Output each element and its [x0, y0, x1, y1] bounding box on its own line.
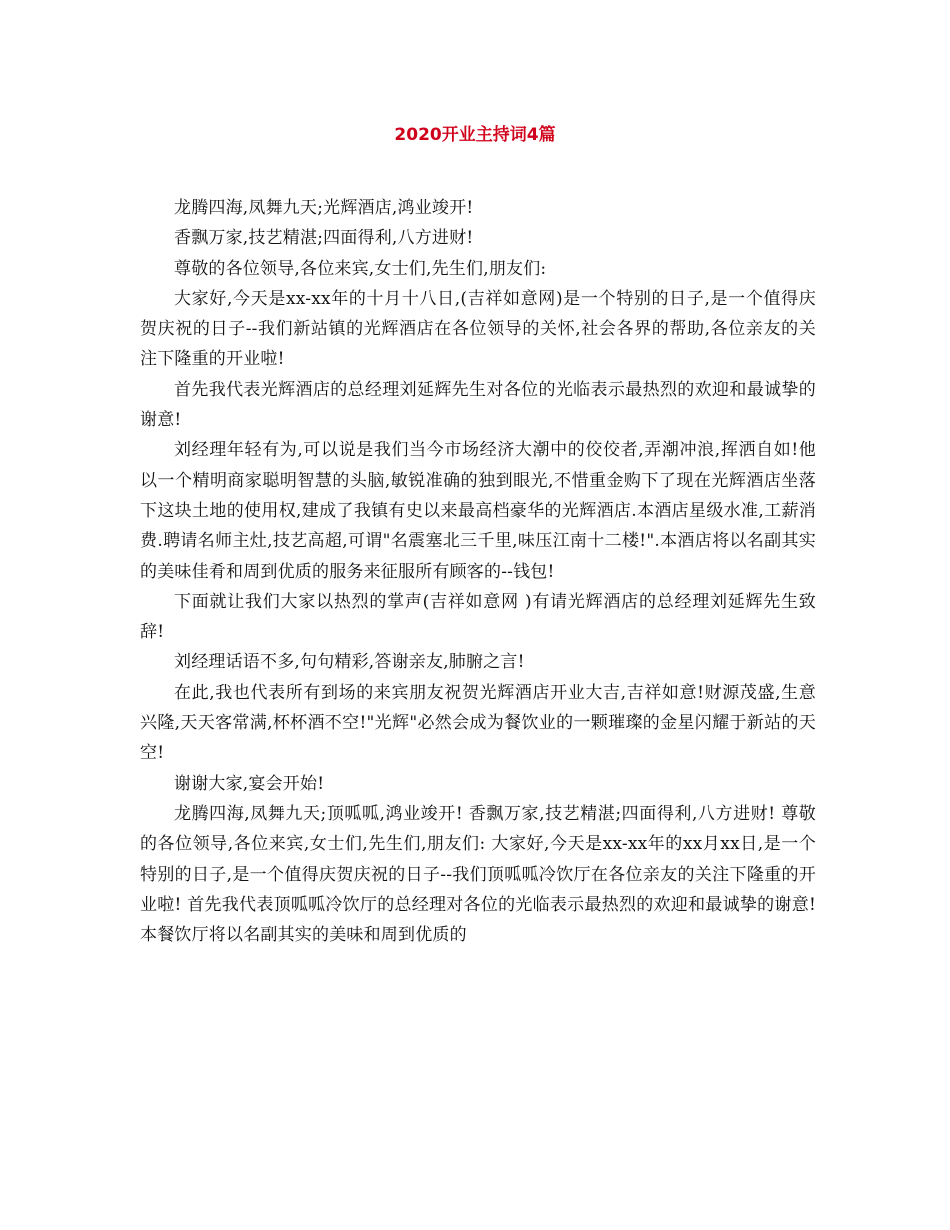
paragraph-8: 刘经理话语不多,句句精彩,答谢亲友,肺腑之言!	[174, 652, 525, 673]
document-title: 2020开业主持词4篇	[394, 125, 556, 145]
document-body	[140, 193, 816, 950]
paragraph-1: 龙腾四海,凤舞九天;光辉酒店,鸿业竣开!	[174, 198, 474, 218]
paragraph-2: 香飘万家,技艺精湛;四面得利,八方进财!	[174, 228, 474, 249]
paragraph-7: 下面就让我们大家以热烈的掌声(吉祥如意网 )有请光辉酒店的总经理刘延辉先生致辞!	[140, 591, 816, 643]
paragraph-6: 刘经理年轻有为,可以说是我们当今市场经济大潮中的佼佼者,弄潮冲浪,挥洒自如!他以一个精明商家聪明智慧的头脑,敏锐准确的独到眼光,不惜重金购下了现在光辉酒店坐落下这块土地的使用权,建成了我镇有史以来最高档豪华的光辉酒店.本酒店星级水准,工薪消费.聘请名师主灶,技艺高超,可谓"名震塞北三千里,味压江南十二楼!".本酒店将以名副其实的美味佳肴和周到优质的服务来征服所有顾客的--钱包!	[140, 440, 816, 582]
paragraph-4: 大家好,今天是xx-xx年的十月十八日,(吉祥如意网)是一个特别的日子,是一个值得庆贺庆祝的日子--我们新站镇的光辉酒店在各位领导的关怀,社会各界的帮助,各位亲友的关注下隆重的开业啦!	[140, 288, 816, 370]
paragraph-3: 尊敬的各位领导,各位来宾,女士们,先生们,朋友们:	[174, 258, 547, 279]
paragraph-5: 首先我代表光辉酒店的总经理刘延辉先生对各位的光临表示最热烈的欢迎和最诚挚的谢意!	[140, 379, 816, 431]
paragraph-10: 谢谢大家,宴会开始!	[174, 773, 325, 794]
paragraph-9: 在此,我也代表所有到场的来宾朋友祝贺光辉酒店开业大吉,吉祥如意!财源茂盛,生意兴隆,天天客常满,杯杯酒不空!"光辉"必然会成为餐饮业的一颗璀璨的金星闪耀于新站的天空!	[140, 682, 816, 764]
paragraph-11: 龙腾四海,凤舞九天;顶呱呱,鸿业竣开! 香飘万家,技艺精湛;四面得利,八方进财! 尊敬的各位领导,各位来宾,女士们,先生们,朋友们: 大家好,今天是xx-xx年的xx月xx日,是一个特别的日子,是一个值得庆贺庆祝的日子--我们顶呱呱冷饮厅在各位亲友的关注下隆重的开业啦! 首先我代表顶呱呱冷饮厅的总经理对各位的光临表示最热烈的欢迎和最诚挚的谢意! 本餐饮厅将以名副其实的美味和周到优质的	[140, 803, 816, 946]
